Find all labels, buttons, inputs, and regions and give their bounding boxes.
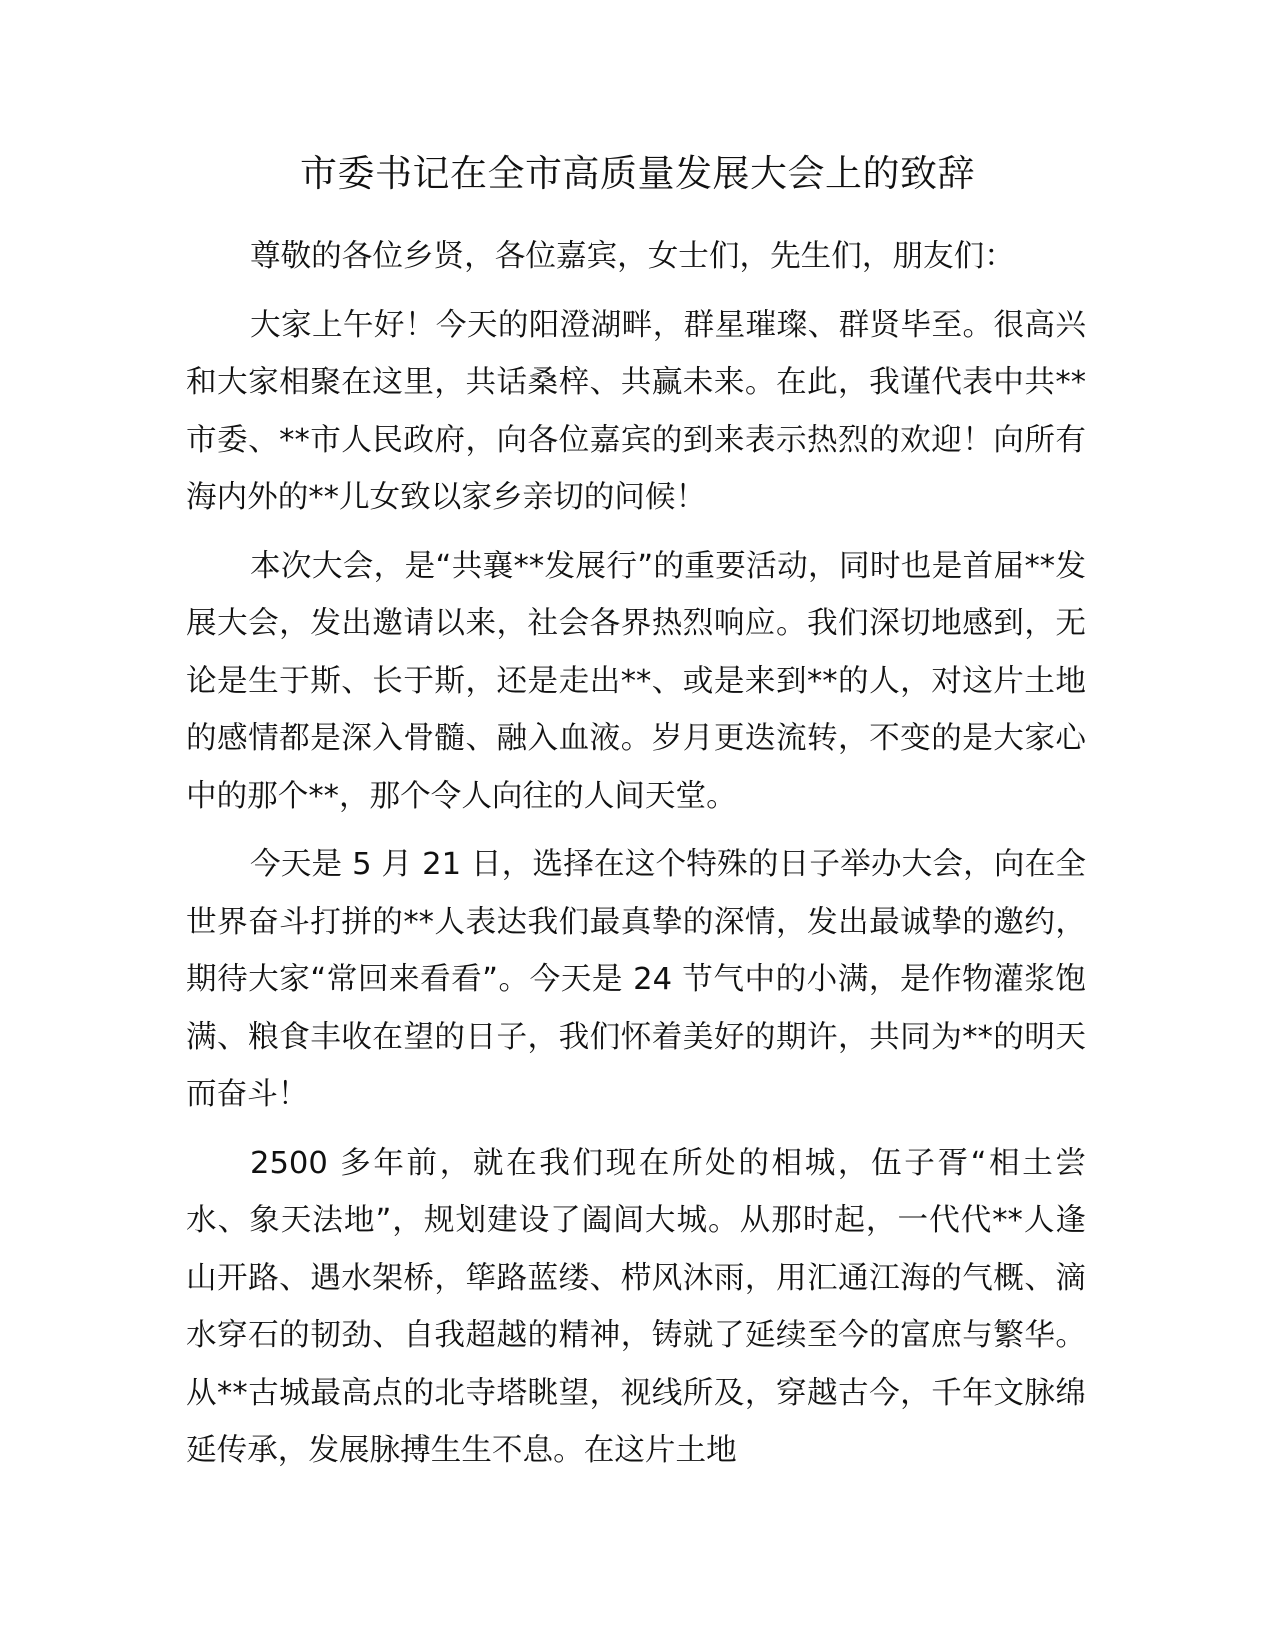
document-body [186,228,1086,1491]
paragraph-conference: 本次大会，是“共襄**发展行”的重要活动，同时也是首届**发展大会，发出邀请以来，社会各界热烈响应。我们深切地感到，无论是生于斯、长于斯，还是走出**、或是来到**的人，对这片土地的感情都是深入骨髓、融入血液。岁月更迭流转，不变的是大家心中的那个**，那个令人向往的人间天堂。 [186,548,1086,814]
paragraph-salutation: 尊敬的各位乡贤，各位嘉宾，女士们，先生们，朋友们： [250,239,1015,274]
paragraph-date: 今天是 5 月 21 日，选择在这个特殊的日子举办大会，向在全世界奋斗打拼的**人表达我们最真挚的深情，发出最诚挚的邀约，期待大家“常回来看看”。今天是 24 节气中的小满，是作物灌浆饱满、粮食丰收在望的日子，我们怀着美好的期许，共同为**的明天而奋斗！ [186,847,1086,1112]
paragraph-history: 2500 多年前，就在我们现在所处的相城，伍子胥“相土尝水、象天法地”，规划建设了阖闾大城。从那时起，一代代**人逢山开路、遇水架桥，筚路蓝缕、栉风沐雨，用汇通江海的气概、滴水穿石的韧劲、自我超越的精神，铸就了延续至今的富庶与繁华。从**古城最高点的北寺塔眺望，视线所及，穿越古今，千年文脉绵延传承，发展脉搏生生不息。在这片土地 [186,1145,1086,1468]
paragraph-greeting: 大家上午好！今天的阳澄湖畔，群星璀璨、群贤毕至。很高兴和大家相聚在这里，共话桑梓、共赢未来。在此，我谨代表中共**市委、**市人民政府，向各位嘉宾的到来表示热烈的欢迎！向所有海内外的**儿女致以家乡亲切的问候！ [186,307,1086,515]
document-title: 市委书记在全市高质量发展大会上的致辞 [300,152,975,195]
